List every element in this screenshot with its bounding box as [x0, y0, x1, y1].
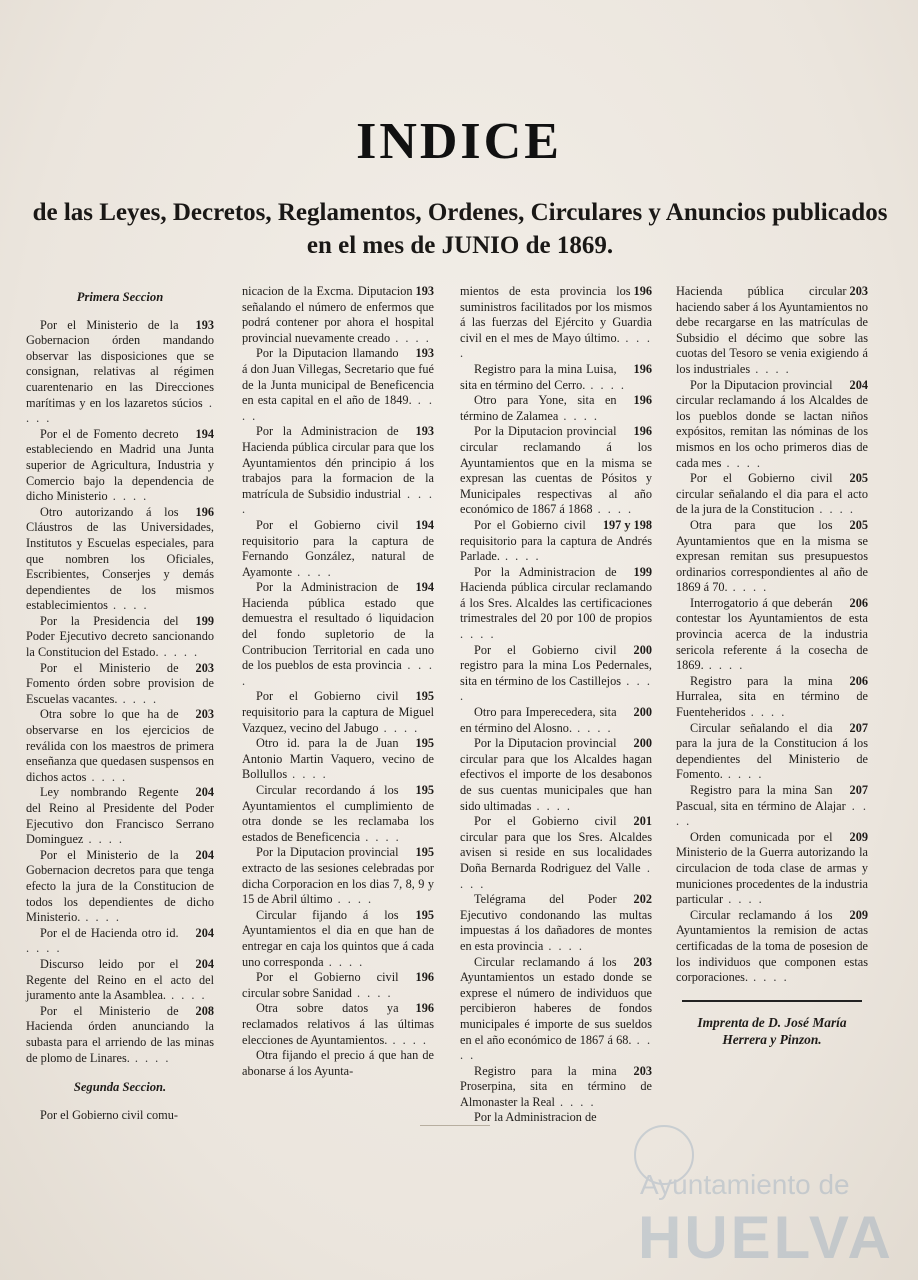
entry-text: Por el Gobierno civil requisitorio para la captura de Miguel Vazquez, vecino del Jabugo . . .: [242, 689, 434, 734]
entry-text: Por el Gobierno civil requisitorio para la captura de Fernando González, natural de Ayamonte . . .: [242, 518, 434, 579]
entry-text: Por la Presidencia del Poder Ejecutivo decreto sancionando la Constitucion del Estado. . . .: [26, 614, 214, 659]
index-entry: [242, 783, 434, 845]
entry-page-number: 203: [633, 1063, 652, 1078]
entry-page-number: 196: [195, 504, 214, 519]
entry-page-number: 194: [415, 517, 434, 532]
index-entry: [460, 284, 652, 362]
index-entry: [460, 643, 652, 705]
index-entry: [460, 736, 652, 814]
index-entry: [242, 518, 434, 580]
entry-text: Otra para que los Ayuntamientos que en la misma se expresan remitan sus presupuestos ordinarios correspondientes al año de 1869 á 70. . . .: [676, 518, 868, 594]
entry-text: Por la Diputacion llamando á don Juan Villegas, Secretario que fué de la Junta municipal de Beneficencia en esta capital en el año de 1849. . . .: [242, 346, 434, 422]
index-entry: [26, 505, 214, 614]
entry-text: Hacienda pública circular haciendo saber á los Ayuntamientos no debe recargarse en las matrículas de Subsidio el décimo que sobre las cuotas del Tesoro se venia exigiendo á los industriales . . .: [676, 284, 868, 376]
index-entry: [26, 785, 214, 847]
index-entry: [26, 1004, 214, 1066]
entry-page-number: 194: [195, 426, 214, 441]
entry-list-3: [460, 284, 652, 1126]
entry-text: Por la Administracion de Hacienda pública circular reclamando á los Sres. Alcaldes las certificaciones trimestrales del 20 por 100 de propios . . .: [460, 565, 652, 641]
index-entry: [460, 705, 652, 736]
entry-text: Circular recordando á los Ayuntamientos el cumplimiento de otra donde se les reclamaba los estados de Beneficencia . . .: [242, 783, 434, 844]
imprint-line-1: Imprenta de D. José María: [697, 1014, 847, 1030]
entry-text: Discurso leido por el Regente del Reino en el acto del juramento ante la Asamblea. . . .: [26, 957, 214, 1002]
entry-text: Por la Administracion de Hacienda pública estado que demuestra el resultado ó liquidacion del fondo supletorio de la Contribucion Territorial en cada uno de los pueblos de esta provincia . . .: [242, 580, 434, 688]
entry-text: Otra fijando el precio á que han de abonarse á los Ayunta-: [242, 1048, 434, 1078]
entry-text: Registro para la mina San Pascual, sita en término de Alajar . . .: [676, 783, 868, 828]
entry-text: mientos de esta provincia los suministros facilitados por los mismos á las fuerzas del Ejército y Guardia civil en el mes de Mayo último. . . .: [460, 284, 652, 360]
index-entry: [676, 830, 868, 908]
entry-page-number: 204: [195, 785, 214, 800]
entry-text: Otro autorizando á los Cláustros de las Universidades, Institutos y Escuelas especiales, para que nombren los Oficiales, Escribientes, Conserjes y demás dependientes de los mismos establecimientos . . .: [26, 505, 214, 613]
entry-text: Registro para la mina Hurralea, sita en término de Fuenteheridos . . .: [676, 674, 868, 719]
index-entry: [242, 1001, 434, 1048]
index-entry: [460, 955, 652, 1064]
entry-page-number: 195: [415, 907, 434, 922]
entry-page-number: 201: [633, 814, 652, 829]
section-heading-first: Primera Seccion: [76, 290, 164, 304]
index-entry: [242, 580, 434, 689]
watermark-line-2: HUELVA: [638, 1204, 894, 1271]
index-entry: [242, 970, 434, 1001]
watermark-line-1: Ayuntamiento de: [640, 1169, 850, 1200]
entry-text: Otra sobre lo que ha de observarse en los ejercicios de reválida con los maestros de primera enseñanza que quedasen suspensos en dichos actos . . .: [26, 707, 214, 783]
archive-watermark: [586, 1125, 894, 1275]
section-heading-second: Segunda Seccion.: [73, 1080, 167, 1095]
entry-text: Por el Gobierno civil registro para la mina Los Pedernales, sita en término de los Castillejos . . .: [460, 643, 652, 704]
imprint-line-2: Herrera y Pinzon.: [722, 1031, 822, 1047]
entry-text: Por la Administracion de Hacienda pública circular para que los Ayuntamientos dén principio á los trabajos para la formacion de la matrícula de Subsidio industrial . . .: [242, 424, 434, 516]
entry-page-number: 205: [849, 517, 868, 532]
entry-text: Por la Administracion de: [474, 1110, 597, 1125]
entry-page-number: 200: [633, 705, 652, 720]
index-entry: [26, 427, 214, 505]
entry-page-number: 209: [849, 907, 868, 922]
entry-page-number: 204: [849, 377, 868, 392]
entry-page-number: 202: [633, 892, 652, 907]
entry-text: Por el Gobierno civil comu-: [40, 1107, 178, 1122]
entry-page-number: 196: [633, 424, 652, 439]
entry-text: Otro para Yone, sita en término de Zalamea . . .: [460, 393, 617, 423]
entry-page-number: 207: [849, 720, 868, 735]
index-entry: [460, 424, 652, 518]
imprint: [676, 1014, 868, 1048]
entry-page-number: 195: [415, 689, 434, 704]
entry-text: Circular reclamando á los Ayuntamientos la remision de actas certificadas de la toma de posesion de los individuos que componen estas corporaciones. . . .: [676, 908, 868, 984]
page-title: INDICE: [356, 113, 562, 170]
index-entry: [242, 424, 434, 518]
index-entry: [242, 736, 434, 783]
entry-text: Por el Ministerio de la Gobernacion decretos para que tenga efecto la jura de la Constitucion de todos los dependientes de dicho Ministerio. . . .: [26, 848, 214, 924]
index-entry: [242, 284, 434, 346]
index-entry: [26, 957, 214, 1004]
index-entry: [242, 1048, 434, 1079]
entry-page-number: 203: [195, 660, 214, 675]
index-entry: [242, 845, 434, 907]
entry-page-number: 204: [195, 956, 214, 971]
entry-page-number: 206: [849, 673, 868, 688]
entry-page-number: 195: [415, 736, 434, 751]
entry-text: Por la Diputacion provincial circular reclamando á los Alcaldes de los pueblos donde se lactan niños expósitos, remitan las nóminas de los mismos en los ocho primeros dias de cada mes . . .: [676, 378, 868, 470]
entry-page-number: 196: [415, 1001, 434, 1016]
entry-text: Por la Diputacion provincial extracto de las sesiones celebradas por dicha Corporacion en los dias 7, 8, 9 y 15 de Abril último . . .: [242, 845, 434, 906]
index-entry: [26, 661, 214, 708]
entry-page-number: 205: [849, 471, 868, 486]
entry-text: Por el de Hacienda otro id. . . .: [26, 926, 179, 956]
index-entry: [26, 318, 214, 427]
index-entry: [26, 707, 214, 785]
page-subtitle: de las Leyes, Decretos, Reglamentos, Ordenes, Circulares y Anuncios publicados en el mes de JUNIO de 1869.: [32, 199, 888, 259]
entry-page-number: 193: [415, 424, 434, 439]
index-entry: [676, 674, 868, 721]
index-entry: [676, 596, 868, 674]
page-crease: [420, 1125, 490, 1126]
index-column-1: [26, 284, 214, 1123]
index-entry: [460, 892, 652, 954]
entry-page-number: 203: [195, 707, 214, 722]
index-entry: [676, 783, 868, 830]
entry-list-1: [26, 318, 214, 1067]
index-column-4: [676, 284, 868, 1048]
entry-text: Por el Gobierno civil circular para que los Sres. Alcaldes avisen si reside en sus localidades Doña Bernarda Rodriguez del Valle . . .: [460, 814, 652, 890]
index-entry: [460, 393, 652, 424]
index-entry: [460, 1064, 652, 1111]
index-entry: [26, 1108, 214, 1124]
entry-page-number: 193: [415, 346, 434, 361]
entry-text: nicacion de la Excma. Diputacion señalando el número de enfermos que podrá contener por ahora el hospital provincial nuevamente creado . . .: [242, 284, 434, 345]
entry-text: Otro id. para la de Juan Antonio Martin Vaquero, vecino de Bollullos . . .: [242, 736, 434, 781]
index-entry: [676, 518, 868, 596]
entry-page-number: 195: [415, 783, 434, 797]
entry-page-number: 203: [633, 954, 652, 969]
entry-page-number: 196: [633, 361, 652, 376]
entry-page-number: 193: [195, 317, 214, 332]
index-entry: [676, 721, 868, 783]
index-entry: [26, 614, 214, 661]
entry-page-number: 204: [195, 925, 214, 940]
entry-list-2: [242, 284, 434, 1079]
entry-page-number: 197 y 198: [602, 517, 652, 532]
entry-text: Por el Ministerio de Hacienda órden anunciando la subasta para el arriendo de las minas de plomo de Linares. . . .: [26, 1004, 214, 1065]
index-entry: [460, 814, 652, 892]
entry-page-number: 209: [849, 829, 868, 844]
entry-page-number: 194: [415, 580, 434, 595]
entry-page-number: 199: [195, 613, 214, 628]
entry-page-number: 200: [633, 736, 652, 751]
index-entry: [460, 518, 652, 565]
entry-page-number: 199: [633, 564, 652, 579]
entry-text: Circular señalando el dia para la jura de la Constitucion á los dependientes del Ministerio de Fomento. . . .: [676, 721, 868, 782]
index-column-3: [460, 284, 652, 1126]
index-column-2: [242, 284, 434, 1079]
entry-page-number: 206: [849, 595, 868, 610]
entry-text: Otra sobre datos ya reclamados relativos á las últimas elecciones de Ayuntamientos. . . .: [242, 1001, 434, 1046]
index-entry: [460, 1110, 652, 1126]
entry-text: Por el de Fomento decreto estableciendo en Madrid una Junta superior de Agricultura, Industria y Comercio bajo la dependencia de dicho Ministerio . . .: [26, 427, 214, 503]
entry-page-number: 195: [415, 845, 434, 860]
entry-text: Circular fijando á los Ayuntamientos el dia en que han de entregar en caja los quintos que á cada uno corresponda . . .: [242, 908, 434, 969]
entry-text: Registro para la mina Proserpina, sita en término de Almonaster la Real . . .: [460, 1064, 652, 1109]
entry-page-number: 193: [415, 284, 434, 298]
entry-text: Por el Ministerio de Fomento órden sobre provision de Escuelas vacantes. . . .: [26, 661, 214, 706]
entry-page-number: 204: [195, 847, 214, 862]
entry-page-number: 207: [849, 783, 868, 797]
entry-text: Ley nombrando Regente del Reino al Presidente del Poder Ejecutivo don Francisco Serrano Dominguez . . .: [26, 785, 214, 846]
index-entry: [26, 926, 214, 957]
imprint-divider: [682, 1000, 862, 1002]
entry-page-number: 196: [633, 284, 652, 298]
index-entry: [460, 565, 652, 643]
index-entry: [676, 378, 868, 472]
entry-text: Por el Gobierno civil circular sobre Sanidad . . .: [242, 970, 399, 1000]
entry-list-4: [676, 284, 868, 986]
index-entry: [242, 689, 434, 736]
entry-page-number: 200: [633, 642, 652, 657]
entry-text: Por el Gobierno civil circular señalando el dia para el acto de la jura de la Constitucion . . .: [676, 471, 868, 516]
entry-text: Otro para Imperecedera, sita en término del Alosno. . . .: [460, 705, 617, 735]
entry-text: Por la Diputacion provincial circular reclamando á los Ayuntamientos que en la misma se expresan las cuentas de Pósitos y Municipales respectivas al año económico de 1867 á 1868 . . .: [460, 424, 652, 516]
entry-text: Interrogatorio á que deberán contestar los Ayuntamientos de esta provincia acerca de la industria sericola referente á la cosecha de 1869. . . .: [676, 596, 868, 672]
entry-page-number: 196: [633, 393, 652, 408]
entry-page-number: 203: [849, 284, 868, 298]
index-entry: [460, 362, 652, 393]
entry-text: Por el Gobierno civil requisitorio para la captura de Andrés Parlade. . . .: [460, 518, 652, 563]
entry-text: Circular reclamando á los Ayuntamientos un estado donde se exprese el número de individuos que percibieron haberes de fondos municipales é importe de sus sueldos en el año económico de 1867 á 68. . . .: [460, 955, 652, 1063]
entry-text: Orden comunicada por el Ministerio de la Guerra autorizando la circulacion de toda clase de armas y municiones procedentes de la industria particular . . .: [676, 830, 868, 906]
index-entry: [242, 908, 434, 970]
entry-text: Por la Diputacion provincial circular para que los Alcaldes hagan efectivos el importe de los desabonos de sus cuentas municipales que han sido ultimadas . . .: [460, 736, 652, 812]
index-entry: [676, 908, 868, 986]
entry-page-number: 208: [195, 1003, 214, 1018]
index-entry: [676, 471, 868, 518]
index-entry: [26, 848, 214, 926]
entry-page-number: 196: [415, 970, 434, 985]
index-entry: [676, 284, 868, 378]
entry-text: Registro para la mina Luisa, sita en término del Cerro. . . .: [460, 362, 626, 392]
entry-text: Por el Ministerio de la Gobernacion órden mandando observar las disposiciones que se consignan, relativas al régimen cuarentenario en las Direcciones marítimas y en los lazaretos súcios . . .: [26, 318, 214, 426]
index-entry: [242, 346, 434, 424]
entry-text: Telégrama del Poder Ejecutivo condonando las multas impuestas á los dañadores de montes en esta provincia . . .: [460, 892, 652, 953]
